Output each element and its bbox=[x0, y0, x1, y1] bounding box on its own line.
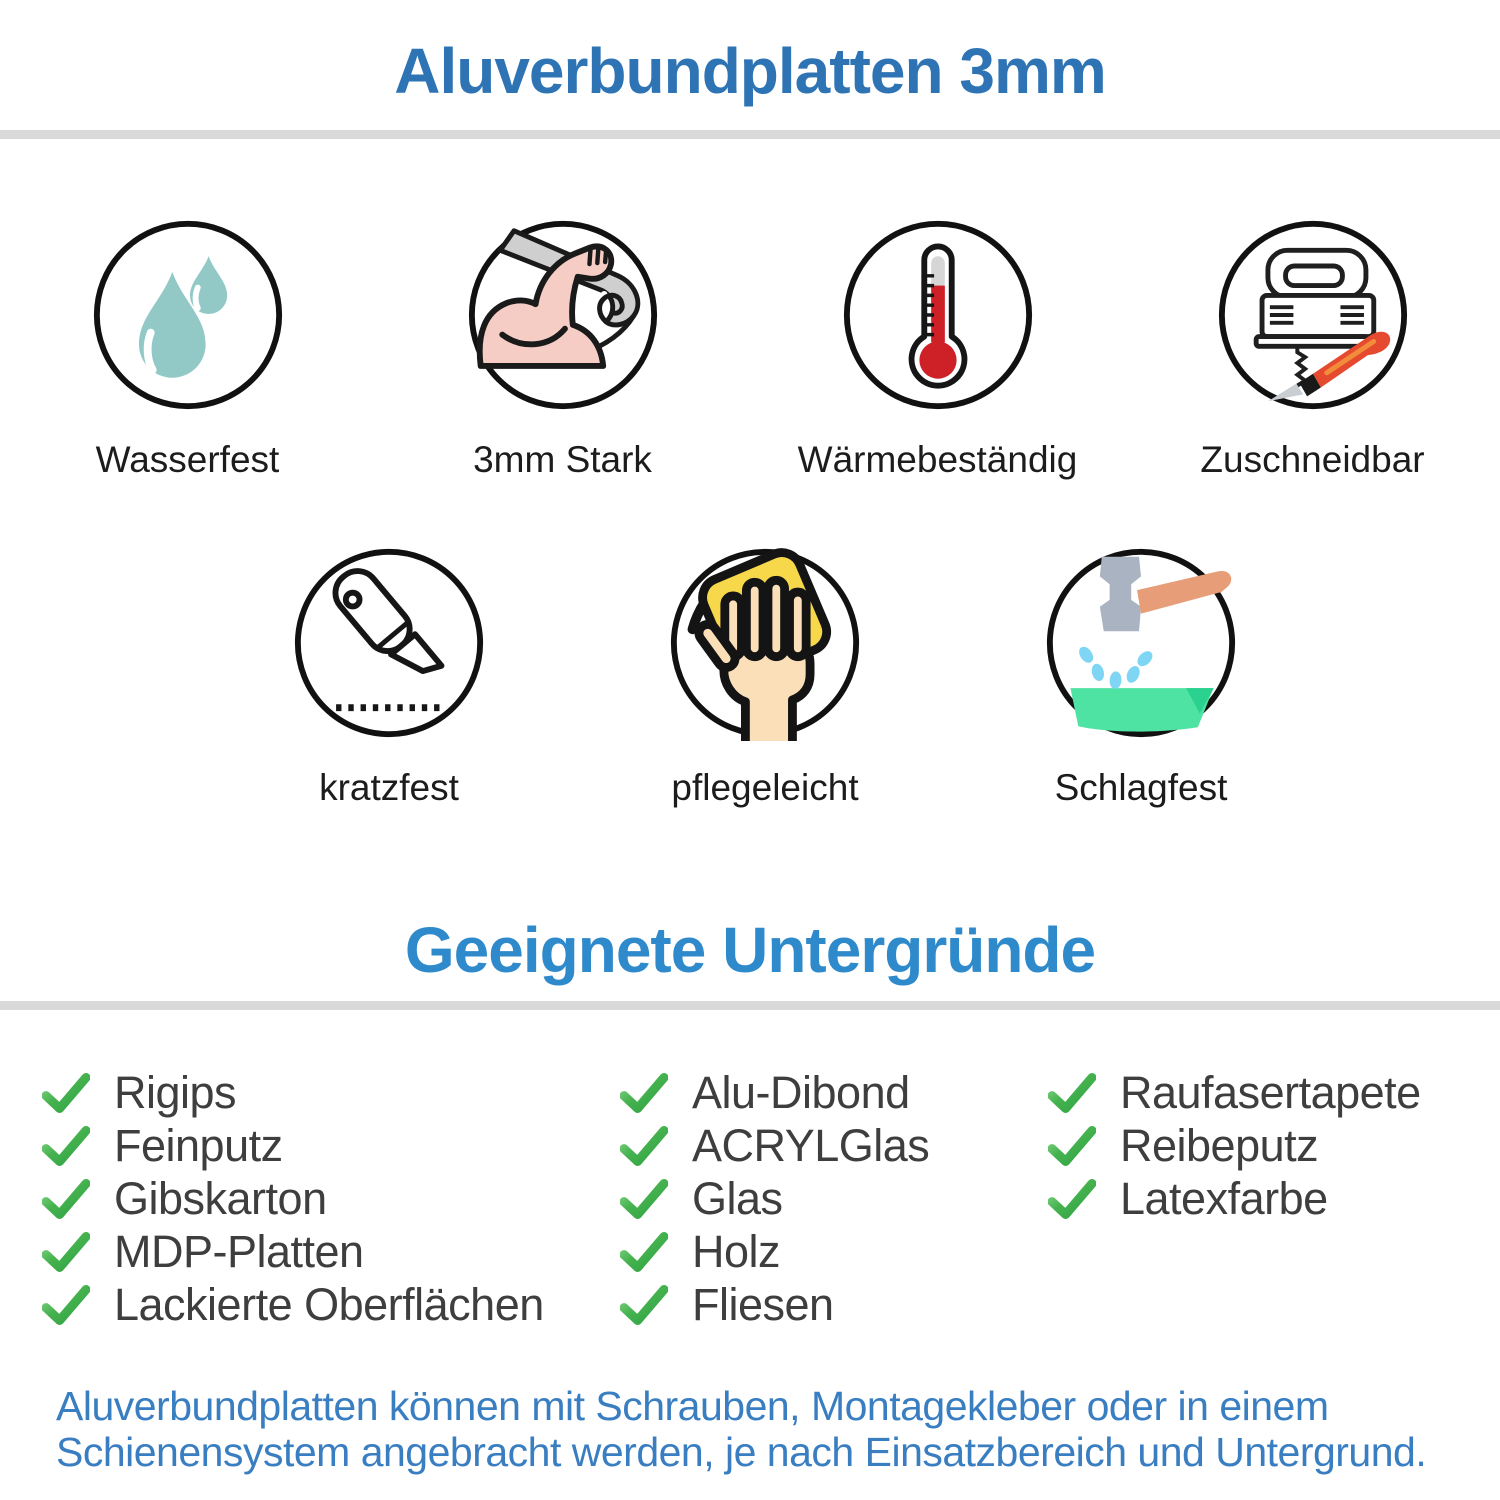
utility-knife-icon bbox=[291, 545, 487, 741]
cleaning-hand-icon bbox=[667, 545, 863, 741]
feature-pflegeleicht bbox=[577, 545, 953, 809]
feature-kratzfest bbox=[201, 545, 577, 809]
feature-waermebestaendig bbox=[750, 217, 1125, 481]
feature-schlagfest bbox=[953, 545, 1329, 809]
substrate-label: MDP-Platten bbox=[114, 1225, 364, 1277]
list-item bbox=[1048, 1172, 1488, 1225]
checkmark-icon bbox=[620, 1126, 668, 1166]
checkmark-icon bbox=[620, 1232, 668, 1272]
substrates-column-2 bbox=[620, 1066, 1048, 1331]
feature-row-2 bbox=[0, 545, 1500, 809]
substrate-label: Gibskarton bbox=[114, 1172, 327, 1224]
checkmark-icon bbox=[42, 1232, 90, 1272]
list-item bbox=[620, 1225, 1048, 1278]
mounting-note-line: Aluverbundplatten können mit Schrauben, Montagekleber oder in einem bbox=[56, 1383, 1329, 1429]
substrate-label: Raufasertapete bbox=[1120, 1066, 1421, 1118]
divider bbox=[0, 130, 1500, 139]
substrate-label: Feinputz bbox=[114, 1119, 283, 1171]
list-item bbox=[620, 1278, 1048, 1331]
feature-zuschneidbar bbox=[1125, 217, 1500, 481]
page-title: Aluverbundplatten 3mm bbox=[394, 35, 1106, 107]
feature-label: pflegeleicht bbox=[671, 767, 859, 808]
checkmark-icon bbox=[42, 1073, 90, 1113]
checkmark-icon bbox=[620, 1179, 668, 1219]
list-item bbox=[42, 1278, 620, 1331]
list-item bbox=[42, 1066, 620, 1119]
substrate-label: Latexfarbe bbox=[1120, 1172, 1328, 1224]
substrate-label: Fliesen bbox=[692, 1278, 834, 1330]
substrate-label: ACRYLGlas bbox=[692, 1119, 930, 1171]
feature-3mm-stark bbox=[375, 217, 750, 481]
list-item bbox=[42, 1172, 620, 1225]
list-item bbox=[1048, 1119, 1488, 1172]
checkmark-icon bbox=[620, 1285, 668, 1325]
feature-label: Zuschneidbar bbox=[1200, 439, 1425, 480]
checkmark-icon bbox=[42, 1285, 90, 1325]
substrates-list bbox=[0, 1010, 1500, 1331]
checkmark-icon bbox=[42, 1126, 90, 1166]
substrates-column-1 bbox=[42, 1066, 620, 1331]
divider bbox=[0, 1001, 1500, 1010]
feature-label: Wasserfest bbox=[95, 439, 280, 480]
feature-label: 3mm Stark bbox=[473, 439, 652, 480]
feature-row-1 bbox=[0, 217, 1500, 481]
feature-label: kratzfest bbox=[319, 767, 459, 808]
list-item bbox=[42, 1119, 620, 1172]
water-drops-icon bbox=[90, 217, 286, 413]
feature-label: Wärmebeständig bbox=[797, 439, 1078, 480]
substrates-column-3 bbox=[1048, 1066, 1488, 1225]
hammer-icon bbox=[1043, 545, 1239, 741]
muscle-arm-icon bbox=[465, 217, 661, 413]
list-item bbox=[1048, 1066, 1488, 1119]
substrate-label: Reibeputz bbox=[1120, 1119, 1319, 1171]
checkmark-icon bbox=[1048, 1073, 1096, 1113]
mounting-note bbox=[56, 1383, 1470, 1476]
substrate-label: Lackierte Oberflächen bbox=[114, 1278, 544, 1330]
list-item bbox=[620, 1066, 1048, 1119]
checkmark-icon bbox=[42, 1179, 90, 1219]
substrate-label: Rigips bbox=[114, 1066, 237, 1118]
substrate-label: Holz bbox=[692, 1225, 781, 1277]
list-item bbox=[620, 1172, 1048, 1225]
feature-label: Schlagfest bbox=[1054, 767, 1228, 808]
substrate-label: Alu-Dibond bbox=[692, 1066, 910, 1118]
feature-wasserfest bbox=[0, 217, 375, 481]
substrates-heading: Geeignete Untergründe bbox=[404, 914, 1096, 986]
checkmark-icon bbox=[620, 1073, 668, 1113]
list-item bbox=[42, 1225, 620, 1278]
jigsaw-icon bbox=[1215, 217, 1411, 413]
mounting-note-line: Schienensystem angebracht werden, je nach Einsatzbereich und Untergrund. bbox=[56, 1429, 1427, 1476]
checkmark-icon bbox=[1048, 1126, 1096, 1166]
thermometer-icon bbox=[840, 217, 1036, 413]
checkmark-icon bbox=[1048, 1179, 1096, 1219]
list-item bbox=[620, 1119, 1048, 1172]
substrate-label: Glas bbox=[692, 1172, 783, 1224]
